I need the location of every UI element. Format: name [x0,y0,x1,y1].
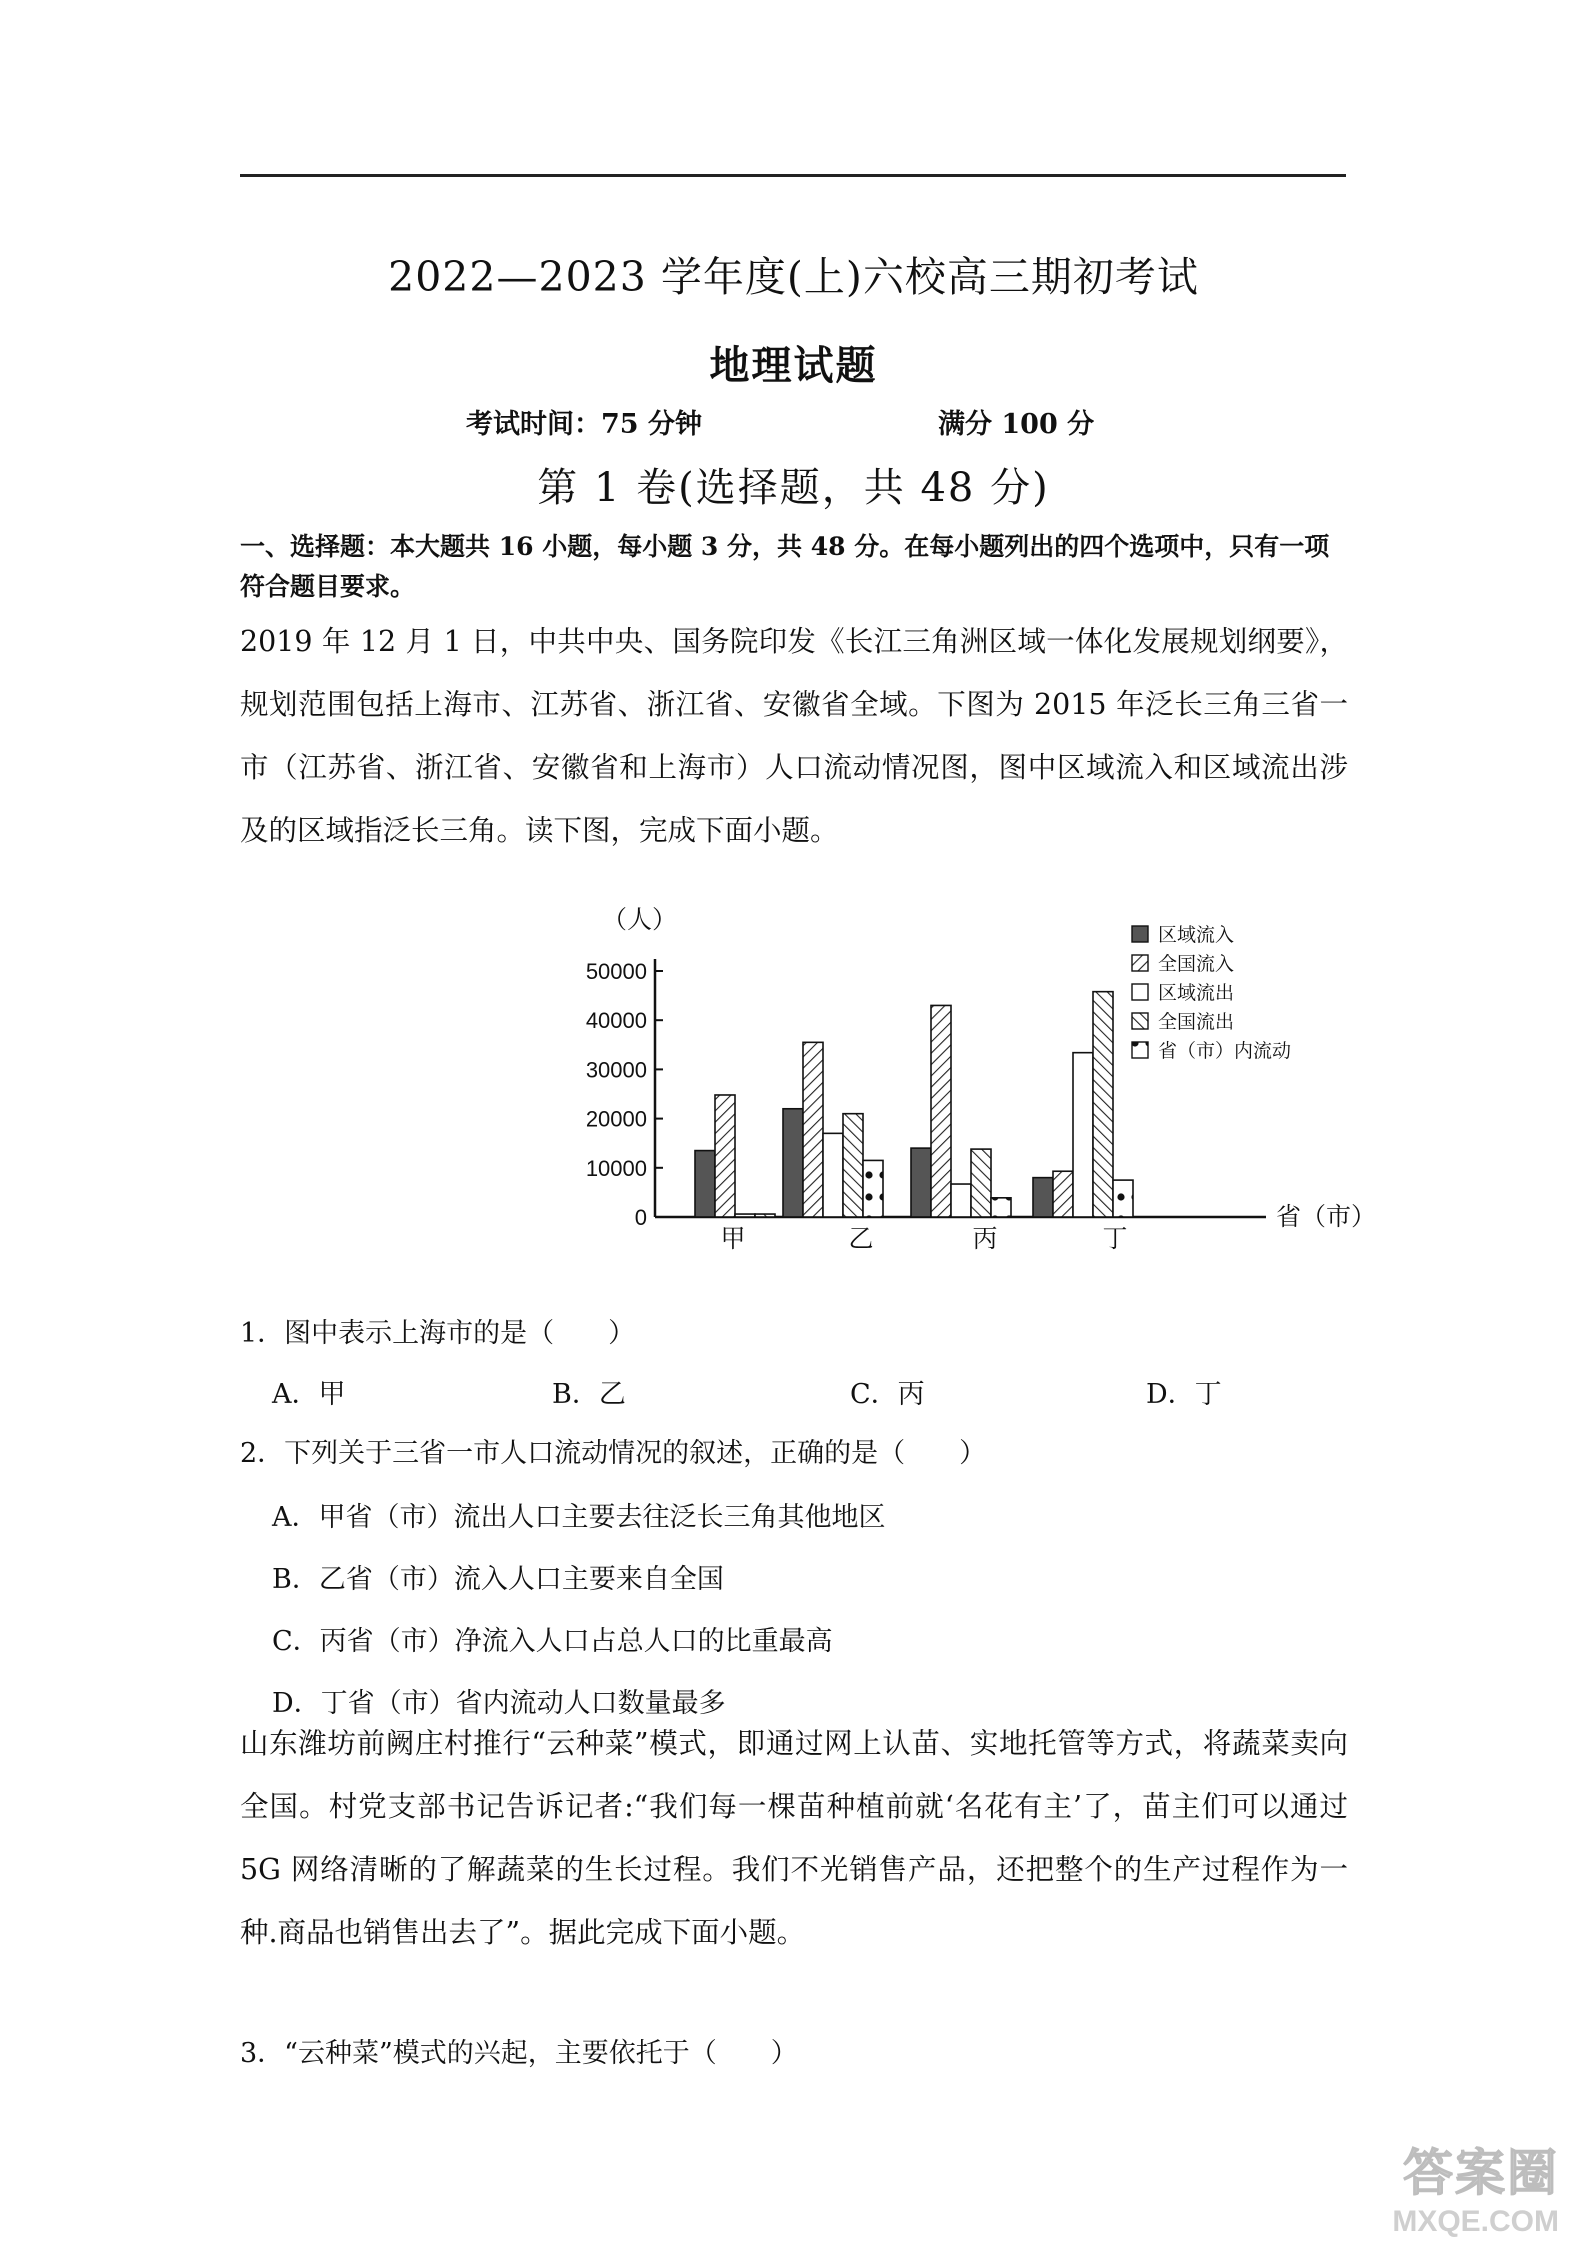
exam-subject: 地理试题 [709,342,878,389]
bar-1-0 [783,1109,803,1217]
legend-swatch [1132,955,1148,971]
top-rule [240,174,1346,177]
exam-title: 2022—2023 学年度(上)六校高三期初考试 [388,253,1199,301]
legend-swatch [1132,984,1148,1000]
watermark-logo: 答案圈 [1403,2144,1559,2202]
chart-svg [540,878,1377,1258]
q2-option-c[interactable]: C．丙省（市）净流入人口占总人口的比重最高 [272,1626,833,1657]
section-title: 第 1 卷(选择题，共 48 分) [537,465,1050,511]
q1-option-a[interactable]: A．甲 [272,1379,346,1410]
bar-2-1 [931,1005,951,1217]
watermark [1392,2133,1559,2239]
bar-2-4 [991,1198,1011,1217]
legend-swatch [1132,926,1148,942]
bar-2-3 [971,1149,991,1217]
x-axis-label: 省（市） [1276,1202,1377,1231]
legend-label: 省（市）内流动 [1158,1040,1292,1062]
bar-3-4 [1113,1180,1133,1217]
section-instruction: 一、选择题：本大题共 16 小题，每小题 3 分，共 48 分。在每小题列出的四个选项中，只有一项符合题目要求。 [240,532,1330,601]
bar-2-2 [951,1184,971,1217]
legend-label: 区域流出 [1158,982,1235,1004]
question-1-stem: 1．图中表示上海市的是（ ） [240,1318,636,1349]
y-tick-label: 30000 [585,1057,647,1083]
bar-1-4 [863,1160,883,1217]
bar-1-2 [823,1133,843,1217]
x-category-label: 乙 [848,1224,874,1253]
bar-0-1 [715,1095,735,1217]
bar-0-2 [735,1214,755,1217]
passage-2: 山东潍坊前阙庄村推行“云种菜”模式，即通过网上认苗、实地托管等方式，将蔬菜卖向全国。村党支部书记告诉记者:“我们每一棵苗种植前就‘名花有主’了，苗主们可以通过 5G 网络清晰的了解蔬菜的生长过程。我们不光销售产品，还把整个的生产过程作为一种.商品也销售出去了”。据此完成下面小题。 [240,1727,1348,1949]
q2-option-d[interactable]: D．丁省（市）省内流动人口数量最多 [272,1688,726,1719]
legend-label: 全国流入 [1158,953,1235,975]
q1-option-c[interactable]: C．丙 [850,1379,925,1410]
y-tick-label: 40000 [585,1008,647,1034]
q2-option-a[interactable]: A．甲省（市）流出人口主要去往泛长三角其他地区 [272,1502,886,1533]
bar-3-2 [1073,1053,1093,1217]
legend-label: 全国流出 [1158,1011,1235,1033]
x-category-label: 甲 [720,1224,746,1253]
question-3-stem: 3．“云种菜”模式的兴起，主要依托于（ ） [240,2038,798,2069]
full-score: 满分 100 分 [938,409,1095,440]
bar-1-1 [803,1042,823,1217]
bar-3-3 [1093,992,1113,1217]
q1-option-b[interactable]: B．乙 [552,1379,626,1410]
passage-1: 2019 年 12 月 1 日，中共中央、国务院印发《长江三角洲区域一体化发展规划纲要》，规划范围包括上海市、江苏省、浙江省、安徽省全域。下图为 2015 年泛长三角三省一市（江苏省、浙江省、安徽省和上海市）人口流动情况图，图中区域流入和区域流出涉及的区域指泛长三角。读下图，完成下面小题。 [240,625,1348,847]
bar-1-3 [843,1114,863,1217]
legend-swatch [1132,1042,1148,1058]
population-flow-chart [540,878,1377,1258]
bar-3-1 [1053,1171,1073,1217]
x-category-label: 丁 [1102,1224,1128,1253]
y-axis-unit-label: （人） [602,905,678,934]
legend-label: 区域流入 [1158,924,1235,946]
bar-2-0 [911,1148,931,1217]
y-tick-label: 10000 [585,1155,647,1181]
x-category-label: 丙 [972,1224,998,1253]
y-tick-label: 50000 [585,959,647,984]
bar-0-0 [695,1151,715,1217]
bar-3-0 [1033,1178,1053,1217]
watermark-url: MXQE.COM [1392,2205,1559,2238]
y-tick-label: 20000 [585,1106,647,1132]
question-2-stem: 2．下列关于三省一市人口流动情况的叙述，正确的是（ ） [240,1438,987,1469]
exam-time: 考试时间：75 分钟 [466,409,702,440]
bar-0-3 [755,1214,775,1217]
legend-swatch [1132,1013,1148,1029]
y-tick-label: 0 [634,1205,647,1230]
q1-option-d[interactable]: D．丁 [1146,1379,1222,1410]
q2-option-b[interactable]: B．乙省（市）流入人口主要来自全国 [272,1564,724,1595]
